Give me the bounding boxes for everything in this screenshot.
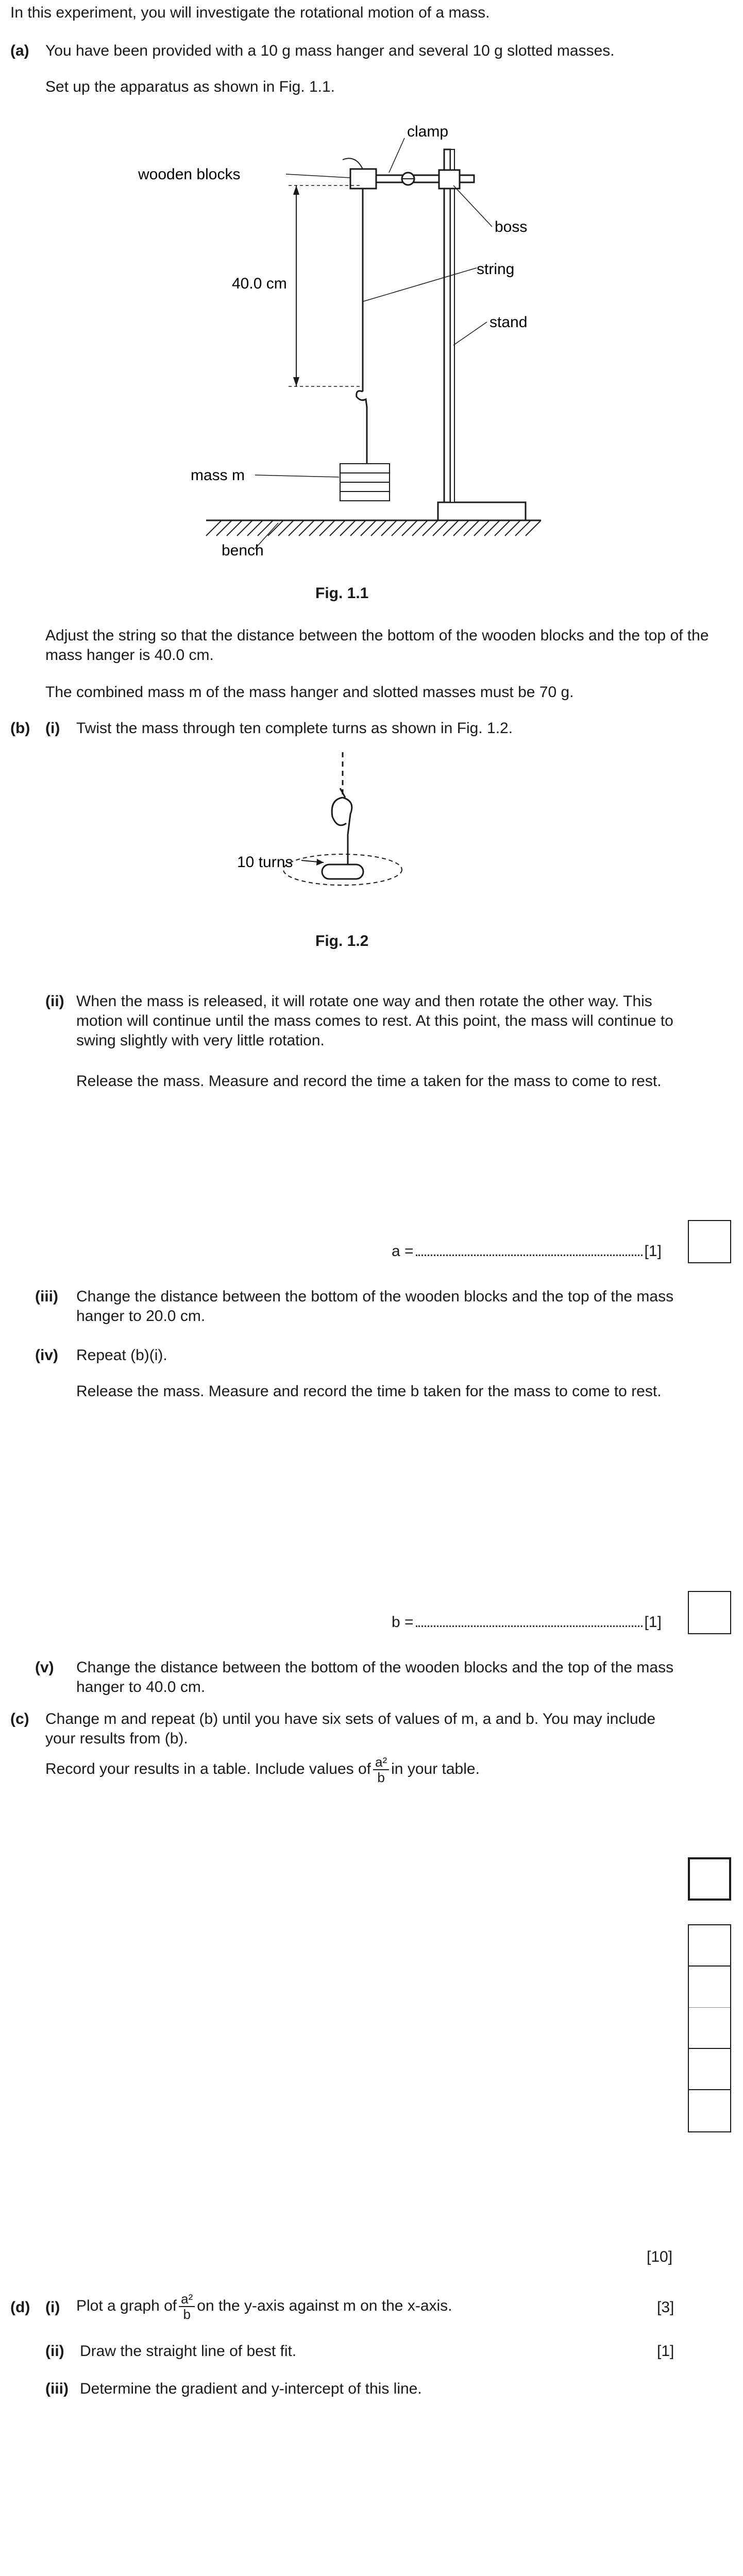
- frac-num: a²: [373, 1755, 389, 1770]
- part-b-v-text: Change the distance between the bottom of the wooden blocks and the top of the mass hanger to 40.0 cm.: [76, 1659, 674, 1696]
- part-d-ii-text: Draw the straight line of best fit.: [80, 2343, 297, 2360]
- mark-box-c-heading: [688, 1857, 731, 1901]
- mark-cell: [689, 1967, 730, 2008]
- part-b-iv-text2: Release the mass. Measure and record the time b taken for the mass to come to rest.: [76, 1383, 662, 1400]
- part-d-ii-label: (ii): [45, 2343, 64, 2360]
- part-d-iii-text: Determine the gradient and y-intercept of this line.: [80, 2380, 422, 2397]
- part-b-ii-text: When the mass is released, it will rotate one way and then rotate the other way. This motion will continue until the mass comes to rest. At this point, the mass will continue to swing slightly with very little rotation.: [76, 993, 673, 1049]
- part-b-i-text: Twist the mass through ten complete turns as shown in Fig. 1.2.: [76, 720, 513, 737]
- part-d-i-mark: [3]: [657, 2299, 674, 2316]
- part-c-text2-pre: Record your results in a table. Include values of: [45, 1760, 372, 1777]
- part-c-text1: Change m and repeat (b) until you have six sets of values of m, a and b. You may include your results from (b).: [45, 1710, 656, 1747]
- part-b-ii-label: (ii): [45, 993, 64, 1010]
- part-d-i-label: (i): [45, 2299, 60, 2316]
- answer-b-mark: [1]: [644, 1614, 662, 1631]
- answer-a-line: [392, 1242, 662, 1261]
- label-10-turns: 10 turns: [237, 854, 293, 871]
- mark-cell: [689, 2049, 730, 2090]
- mark-cell: [689, 2090, 730, 2131]
- part-d-i-pre: Plot a graph of: [76, 2297, 177, 2314]
- mark-box-c-grid: [688, 1924, 731, 2132]
- label-string: string: [477, 261, 515, 278]
- figure-1-2: [0, 752, 743, 927]
- part-c-label: (c): [10, 1710, 29, 1727]
- label-stand: stand: [489, 314, 528, 331]
- answer-b-field[interactable]: [416, 1625, 643, 1627]
- answer-a-label: a =: [392, 1243, 414, 1260]
- part-a-adjust: Adjust the string so that the distance between the bottom of the wooden blocks and the top of the mass hanger is 40.0 cm.: [45, 627, 709, 664]
- answer-a-field[interactable]: [416, 1254, 643, 1256]
- intro-text: In this experiment, you will investigate the rotational motion of a mass.: [10, 4, 490, 21]
- mark-box-b-ii: [688, 1220, 731, 1263]
- label-clamp: clamp: [407, 123, 449, 140]
- mark-cell: [689, 2008, 730, 2049]
- label-distance: 40.0 cm: [232, 275, 287, 292]
- part-b-label: (b): [10, 720, 30, 737]
- fraction-a2-over-b: [179, 2292, 195, 2321]
- mark-cell: [689, 1925, 730, 1967]
- part-b-iii-text: Change the distance between the bottom of the wooden blocks and the top of the mass hanger to 20.0 cm.: [76, 1288, 674, 1325]
- part-d-ii-mark: [1]: [657, 2343, 674, 2360]
- part-b-ii-text2: Release the mass. Measure and record the time a taken for the mass to come to rest.: [76, 1073, 662, 1090]
- answer-a-mark: [1]: [644, 1243, 662, 1260]
- fig-1-2-caption: Fig. 1.2: [315, 933, 369, 950]
- label-wooden-blocks: wooden blocks: [138, 166, 241, 183]
- part-b-i-label: (i): [45, 720, 60, 737]
- label-boss: boss: [495, 218, 528, 235]
- part-a-line1: You have been provided with a 10 g mass hanger and several 10 g slotted masses.: [45, 42, 615, 59]
- answer-b-label: b =: [392, 1614, 414, 1631]
- frac-den: b: [377, 1770, 385, 1786]
- part-a-line2: Set up the apparatus as shown in Fig. 1.1.: [45, 78, 335, 95]
- label-mass: mass m: [191, 467, 245, 484]
- frac-den: b: [183, 2307, 191, 2323]
- part-d-i-text: [76, 2291, 452, 2321]
- part-d-iii-label: (iii): [45, 2380, 69, 2397]
- part-c-text2-post: in your table.: [391, 1760, 480, 1777]
- fig-1-1-caption: Fig. 1.1: [315, 585, 369, 602]
- part-b-iv-label: (iv): [35, 1347, 58, 1364]
- part-b-v-label: (v): [35, 1659, 54, 1676]
- part-d-i-post: on the y-axis against m on the x-axis.: [197, 2297, 452, 2314]
- part-b-iv-text: Repeat (b)(i).: [76, 1347, 167, 1364]
- label-bench: bench: [222, 542, 264, 559]
- part-c-mark: [10]: [647, 2248, 673, 2265]
- answer-b-line: [392, 1613, 662, 1632]
- fraction-a2-over-b: [373, 1755, 389, 1785]
- part-a-label: (a): [10, 42, 29, 59]
- mark-box-b-iv: [688, 1591, 731, 1634]
- part-a-combined: The combined mass m of the mass hanger and slotted masses must be 70 g.: [45, 684, 574, 701]
- figure-1-1: [0, 108, 743, 562]
- part-c-text2: [45, 1754, 480, 1785]
- part-d-label: (d): [10, 2299, 30, 2316]
- part-b-iii-label: (iii): [35, 1288, 58, 1305]
- frac-num: a²: [179, 2292, 195, 2307]
